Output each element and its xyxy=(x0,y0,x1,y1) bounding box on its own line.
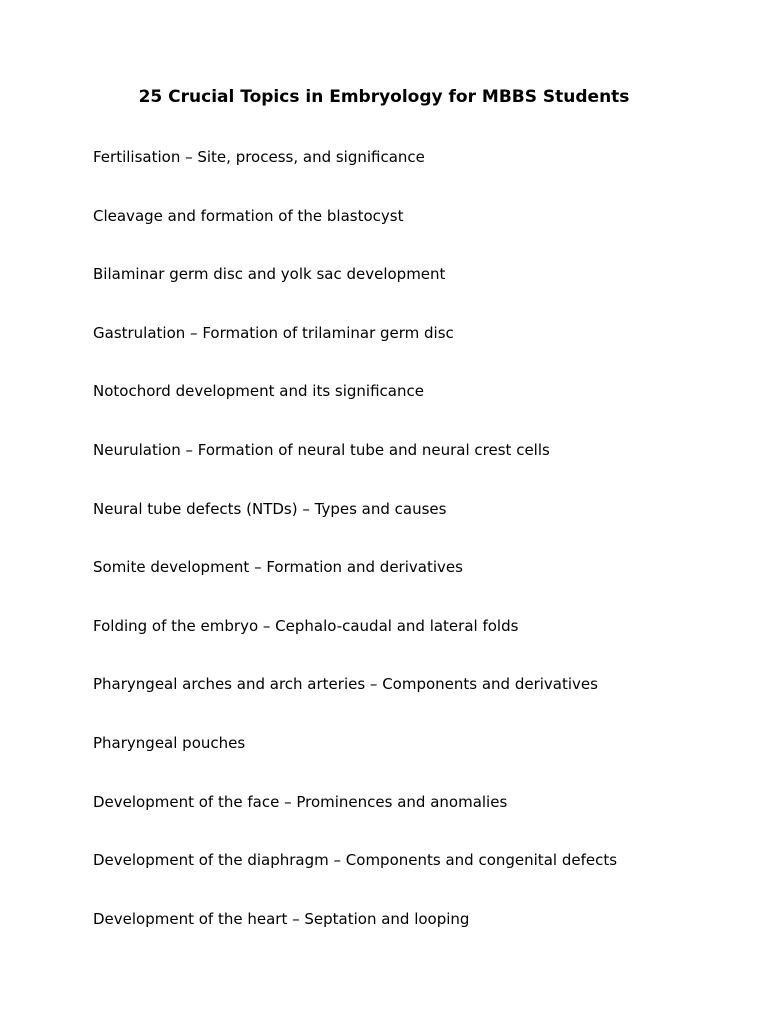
topic-item: Development of the diaphragm – Components and congenital defects xyxy=(93,851,618,870)
topic-item: Pharyngeal pouches xyxy=(93,733,246,752)
topic-item: Folding of the embryo – Cephalo-caudal and lateral folds xyxy=(93,616,519,635)
topic-item: Bilaminar germ disc and yolk sac development xyxy=(93,265,446,284)
topic-list xyxy=(93,147,617,967)
topic-item: Neurulation – Formation of neural tube and neural crest cells xyxy=(93,440,550,459)
topic-item: Fertilisation – Site, process, and significance xyxy=(93,148,425,166)
topic-item: Cleavage and formation of the blastocyst xyxy=(93,206,404,225)
topic-item: Pharyngeal arches and arch arteries – Components and derivatives xyxy=(93,675,598,694)
document-title: 25 Crucial Topics in Embryology for MBBS Students xyxy=(138,87,630,107)
topic-item: Somite development – Formation and derivatives xyxy=(93,558,463,577)
topic-item: Neural tube defects (NTDs) – Types and causes xyxy=(93,499,447,518)
topic-item: Notochord development and its significance xyxy=(93,382,424,401)
topic-item: Development of the face – Prominences and anomalies xyxy=(93,792,508,811)
topic-item: Development of the heart – Septation and looping xyxy=(93,909,470,928)
topic-item: Gastrulation – Formation of trilaminar germ disc xyxy=(93,323,454,342)
